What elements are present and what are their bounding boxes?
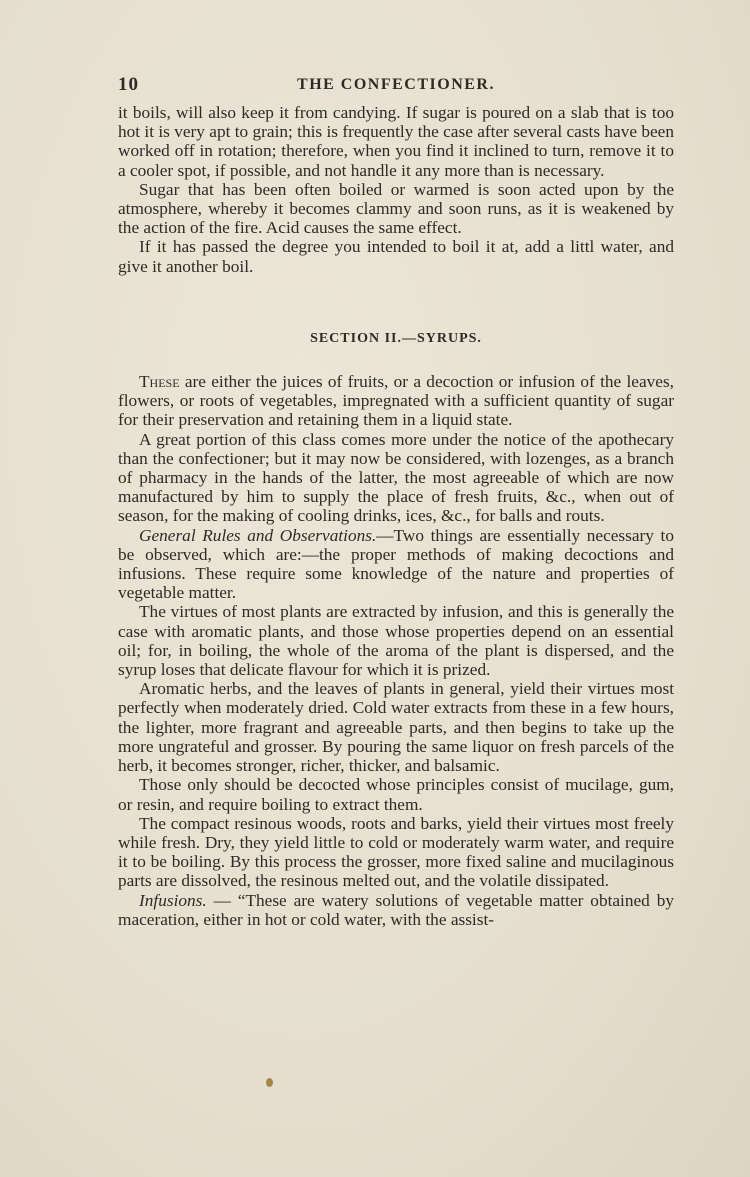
paragraph: If it has passed the degree you intended to boil it at, add a littl water, and give it another boil. <box>118 237 674 276</box>
paragraph: The compact resinous woods, roots and barks, yield their virtues most freely while fresh. Dry, they yield little to cold or moderately warm water, and require it to be boiling. By this process the grosser, more fixed saline and mucilaginous parts are dissolved, the resinous melted out, and the volatile dissipated. <box>118 813 674 891</box>
section-heading: SECTION II.—SYRUPS. <box>310 330 482 346</box>
paragraph: Sugar that has been often boiled or warmed is soon acted upon by the atmosphere, whereby it becomes clammy and soon runs, as it is weakened by the action of the fire. Acid causes the same effect. <box>118 179 674 238</box>
paragraph: Those only should be decocted whose principles consist of mucilage, gum, or resin, and require boiling to extract them. <box>118 775 674 814</box>
body-text <box>118 103 674 929</box>
paragraph <box>118 526 674 603</box>
paragraph <box>118 372 674 430</box>
page-number: 10 <box>118 74 139 95</box>
paragraph-body: are either the juices of fruits, or a decoction or infusion of the leaves, flowers, or roots of vegetables, impregnated with a sufficient quantity of sugar for their preservation and retaining them in a liquid state. <box>118 372 674 430</box>
paragraph-lead: General Rules and Observations. <box>139 525 377 545</box>
paragraph-lead: Infusions. <box>139 890 207 910</box>
page-header <box>118 74 674 98</box>
paragraph: Aromatic herbs, and the leaves of plants in general, yield their virtues most perfectly when moderately dried. Cold water extracts from these in a few hours, the lighter, more fragrant and agreeable parts, and then begins to take up the more ungrateful and grosser. By pouring the same liquor on fresh parcels of the herb, it becomes stronger, richer, thicker, and balsamic. <box>118 679 674 776</box>
running-title: THE CONFECTIONER. <box>297 76 495 93</box>
paragraph-body: — “These are watery solutions of vegetable matter obtained by maceration, either in hot or cold water, with the assist- <box>118 890 674 929</box>
paragraph-body: —Two things are essentially necessary to be observed, which are:—the proper methods of making decoctions and infusions. These require some knowledge of the nature and properties of vegetable matter. <box>118 525 674 603</box>
paragraph-continued: it boils, will also keep it from candying. If sugar is poured on a slab that is too hot it is very apt to grain; this is frequently the case after several casts have been worked off in rotation; therefore, when you find it inclined to turn, remove it to a cooler spot, if possible, and not handle it any more than is necessary. <box>118 103 674 180</box>
paragraph: A great portion of this class comes more under the notice of the apothecary than the confectioner; but it may now be considered, with lozenges, as a branch of pharmacy in the hands of the latter, the most agreeable of which are now manufactured by him to supply the place of fresh fruits, &c., when out of season, for the making of cooling drinks, ices, &c., for balls and routs. <box>118 429 674 526</box>
paragraph <box>118 891 674 929</box>
paragraph: The virtues of most plants are extracted by infusion, and this is generally the case with aromatic plants, and those whose properties depend on an essential oil; for, in boiling, the whole of the aroma of the plant is dispersed, and the syrup loses that delicate flavour for which it is prized. <box>118 602 674 680</box>
paragraph-lead: These <box>139 372 180 392</box>
ink-spot <box>266 1078 273 1087</box>
